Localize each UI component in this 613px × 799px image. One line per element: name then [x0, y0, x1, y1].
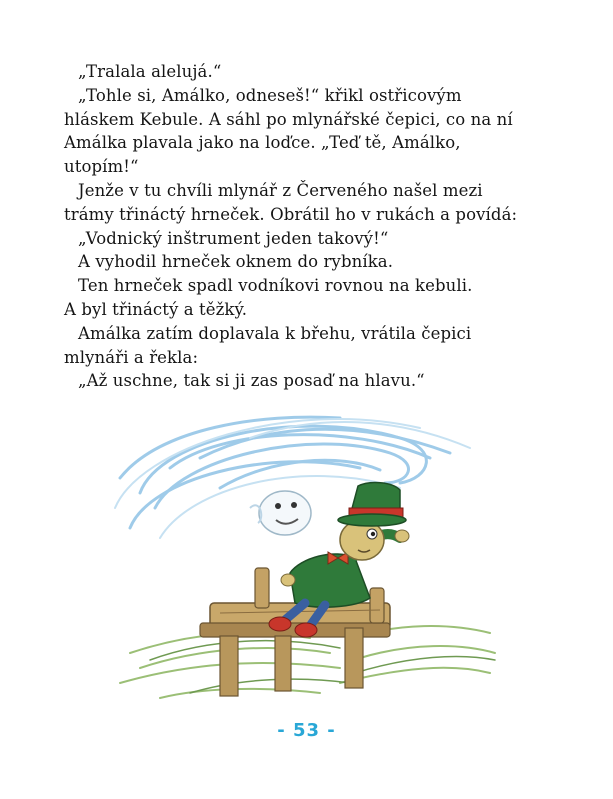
text-line: Amálka zatím doplavala k břehu, vrátila čepici	[78, 323, 472, 343]
text-line: Jenže v tu chvíli mlynář z Červeného našel mezi	[78, 180, 483, 200]
story-text	[64, 60, 564, 393]
text-line: „Tohle si, Amálko, odneseš!“ křikl ostřicovým	[78, 85, 462, 105]
text-line: Amálka plavala jako na loďce. „Teď tě, Amálko,	[64, 133, 461, 153]
text-line: „Tralala alelujá.“	[78, 62, 222, 81]
text-line: mlynáři a řekla:	[64, 347, 199, 367]
text-line: „Vodnický inštrument jeden takový!“	[78, 228, 389, 248]
text-line: A byl třináctý a těžký.	[64, 299, 248, 319]
wind-face	[250, 491, 311, 535]
text-line: Ten hrneček spadl vodníkovi rovnou na kebuli.	[78, 276, 473, 296]
text-line: utopím!“	[64, 157, 139, 177]
text-line: hláskem Kebule. A sáhl po mlynářské čepici, co na ní	[64, 109, 513, 129]
text-line: A vyhodil hrneček oknem do rybníka.	[78, 252, 394, 272]
text-line: trámy třináctý hrneček. Obrátil ho v rukách a povídá:	[64, 204, 518, 224]
text-line: „Až uschne, tak si ji zas posaď na hlavu.“	[78, 371, 425, 391]
page-number: - 53 -	[277, 720, 336, 741]
water-sprite-illustration	[100, 398, 500, 703]
